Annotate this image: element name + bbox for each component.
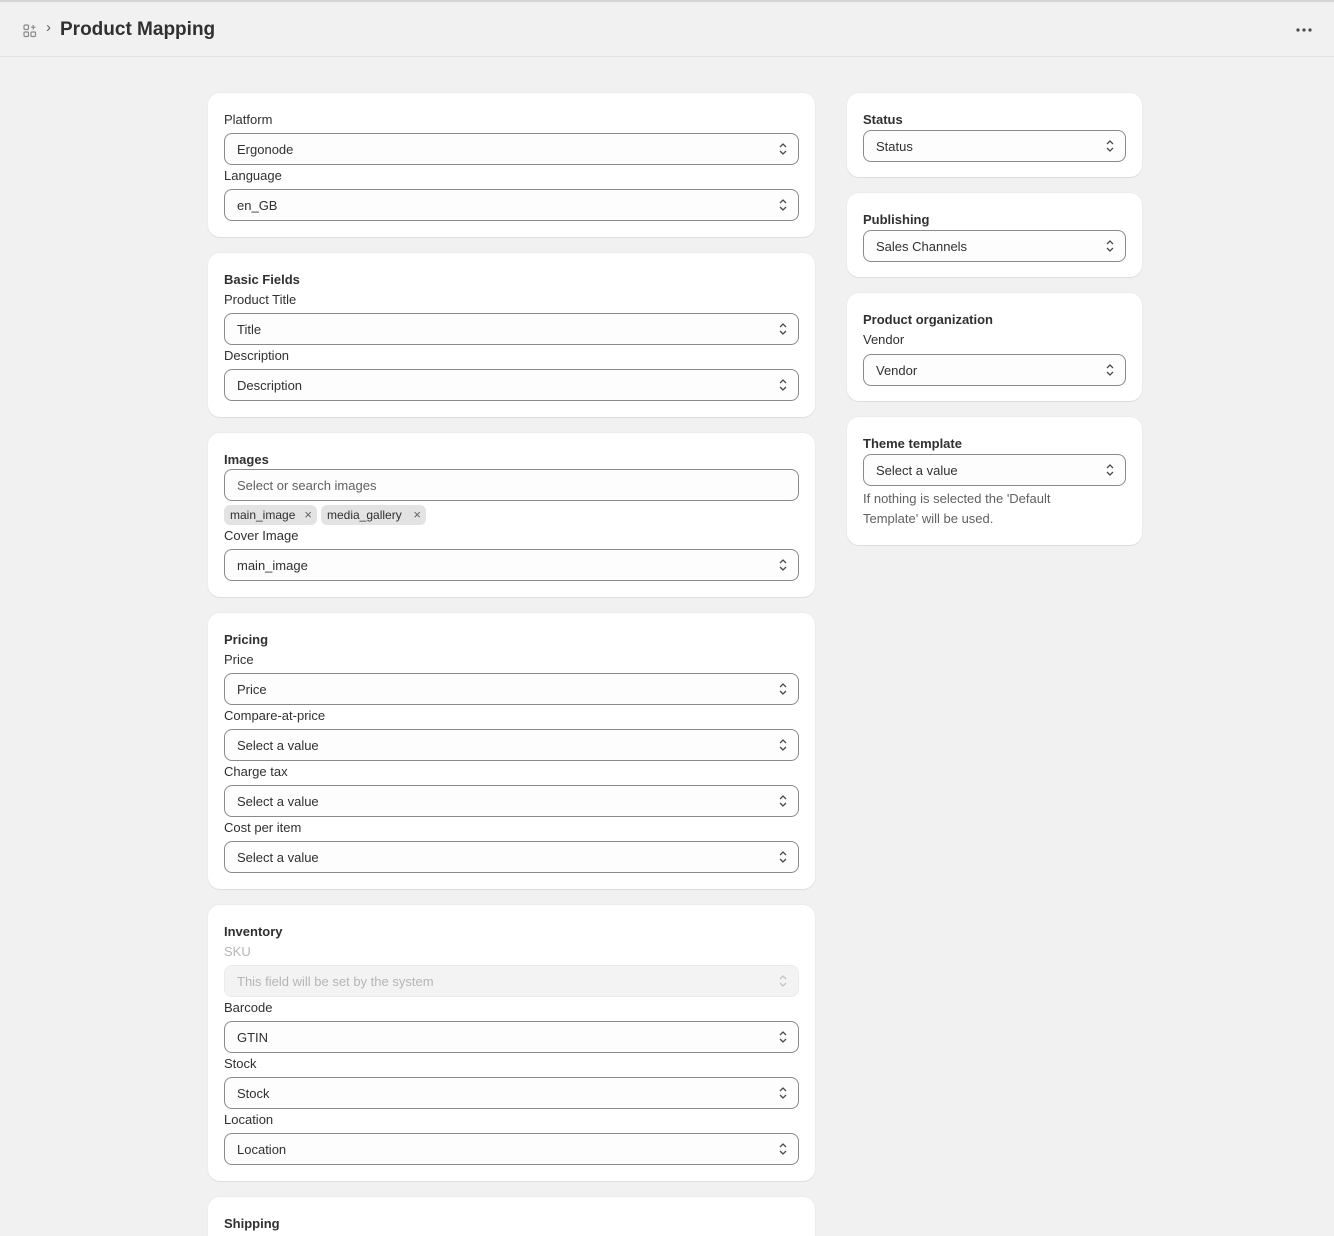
pricing-card (208, 613, 815, 889)
theme-template-card (847, 417, 1142, 545)
compare-at-price-label: Compare-at-price (224, 708, 326, 723)
location-select[interactable]: Location (224, 1133, 799, 1165)
section-title: Publishing (863, 212, 930, 227)
price-label: Price (224, 652, 254, 667)
select-chevron-icon (778, 558, 788, 572)
platform-select[interactable]: Ergonode (224, 133, 799, 165)
image-tag: media_gallery × (321, 505, 426, 525)
product-title-label: Product Title (224, 292, 297, 307)
image-tag: main_image × (224, 505, 317, 525)
select-chevron-icon (1105, 363, 1115, 377)
close-icon[interactable]: × (413, 507, 421, 522)
section-title: Status (863, 112, 903, 127)
charge-tax-label: Charge tax (224, 764, 288, 779)
vendor-label: Vendor (863, 332, 905, 347)
select-chevron-icon (1105, 239, 1115, 253)
section-title: Images (224, 452, 269, 467)
select-chevron-icon (1105, 139, 1115, 153)
description-label: Description (224, 348, 290, 363)
select-chevron-icon (778, 1030, 788, 1044)
vendor-select[interactable]: Vendor (863, 354, 1126, 386)
select-chevron-icon (778, 142, 788, 156)
select-chevron-icon (778, 738, 788, 752)
platform-label: Platform (224, 112, 273, 127)
inventory-card (208, 905, 815, 1181)
select-chevron-icon (778, 1142, 788, 1156)
basic-fields-card (208, 253, 815, 417)
product-organization-card (847, 293, 1142, 401)
location-label: Location (224, 1112, 274, 1127)
platform-card (208, 93, 815, 237)
language-select[interactable]: en_GB (224, 189, 799, 221)
price-select[interactable]: Price (224, 673, 799, 705)
sku-label: SKU (224, 944, 251, 959)
cost-per-item-select[interactable]: Select a value (224, 841, 799, 873)
select-chevron-icon (778, 850, 788, 864)
select-chevron-icon (778, 322, 788, 336)
description-select[interactable]: Description (224, 369, 799, 401)
chevron-right-icon: › (46, 19, 51, 36)
select-chevron-icon (1105, 463, 1115, 477)
stock-label: Stock (224, 1056, 257, 1071)
images-search-input[interactable]: Select or search images (224, 469, 799, 501)
more-horizontal-icon[interactable] (1293, 20, 1315, 40)
charge-tax-select[interactable]: Select a value (224, 785, 799, 817)
select-chevron-icon (778, 378, 788, 392)
product-title-select[interactable]: Title (224, 313, 799, 345)
images-card (208, 433, 815, 597)
theme-template-select[interactable]: Select a value (863, 454, 1126, 486)
select-chevron-icon (778, 682, 788, 696)
language-label: Language (224, 168, 282, 183)
shipping-card (208, 1197, 815, 1236)
section-title: Inventory (224, 924, 283, 939)
select-chevron-icon (778, 974, 788, 988)
cost-per-item-label: Cost per item (224, 820, 302, 835)
status-card (847, 93, 1142, 177)
apps-icon[interactable] (23, 24, 37, 38)
page-header (0, 2, 1334, 57)
select-chevron-icon (778, 198, 788, 212)
cover-image-label: Cover Image (224, 528, 299, 543)
barcode-label: Barcode (224, 1000, 273, 1015)
section-title: Shipping (224, 1216, 280, 1231)
select-chevron-icon (778, 794, 788, 808)
page-title: Product Mapping (60, 19, 216, 40)
section-title: Pricing (224, 632, 269, 647)
stock-select[interactable]: Stock (224, 1077, 799, 1109)
section-title: Theme template (863, 436, 962, 451)
status-select[interactable]: Status (863, 130, 1126, 162)
section-title: Basic Fields (224, 272, 300, 287)
theme-template-help: If nothing is selected the 'Default Template' will be used. (863, 491, 1051, 526)
barcode-select[interactable]: GTIN (224, 1021, 799, 1053)
image-tags (224, 505, 624, 525)
cover-image-select[interactable]: main_image (224, 549, 799, 581)
publishing-card (847, 193, 1142, 277)
sku-select: This field will be set by the system (224, 965, 799, 997)
section-title: Product organization (863, 312, 993, 327)
publishing-select[interactable]: Sales Channels (863, 230, 1126, 262)
close-icon[interactable]: × (304, 507, 312, 522)
select-chevron-icon (778, 1086, 788, 1100)
compare-at-price-select[interactable]: Select a value (224, 729, 799, 761)
